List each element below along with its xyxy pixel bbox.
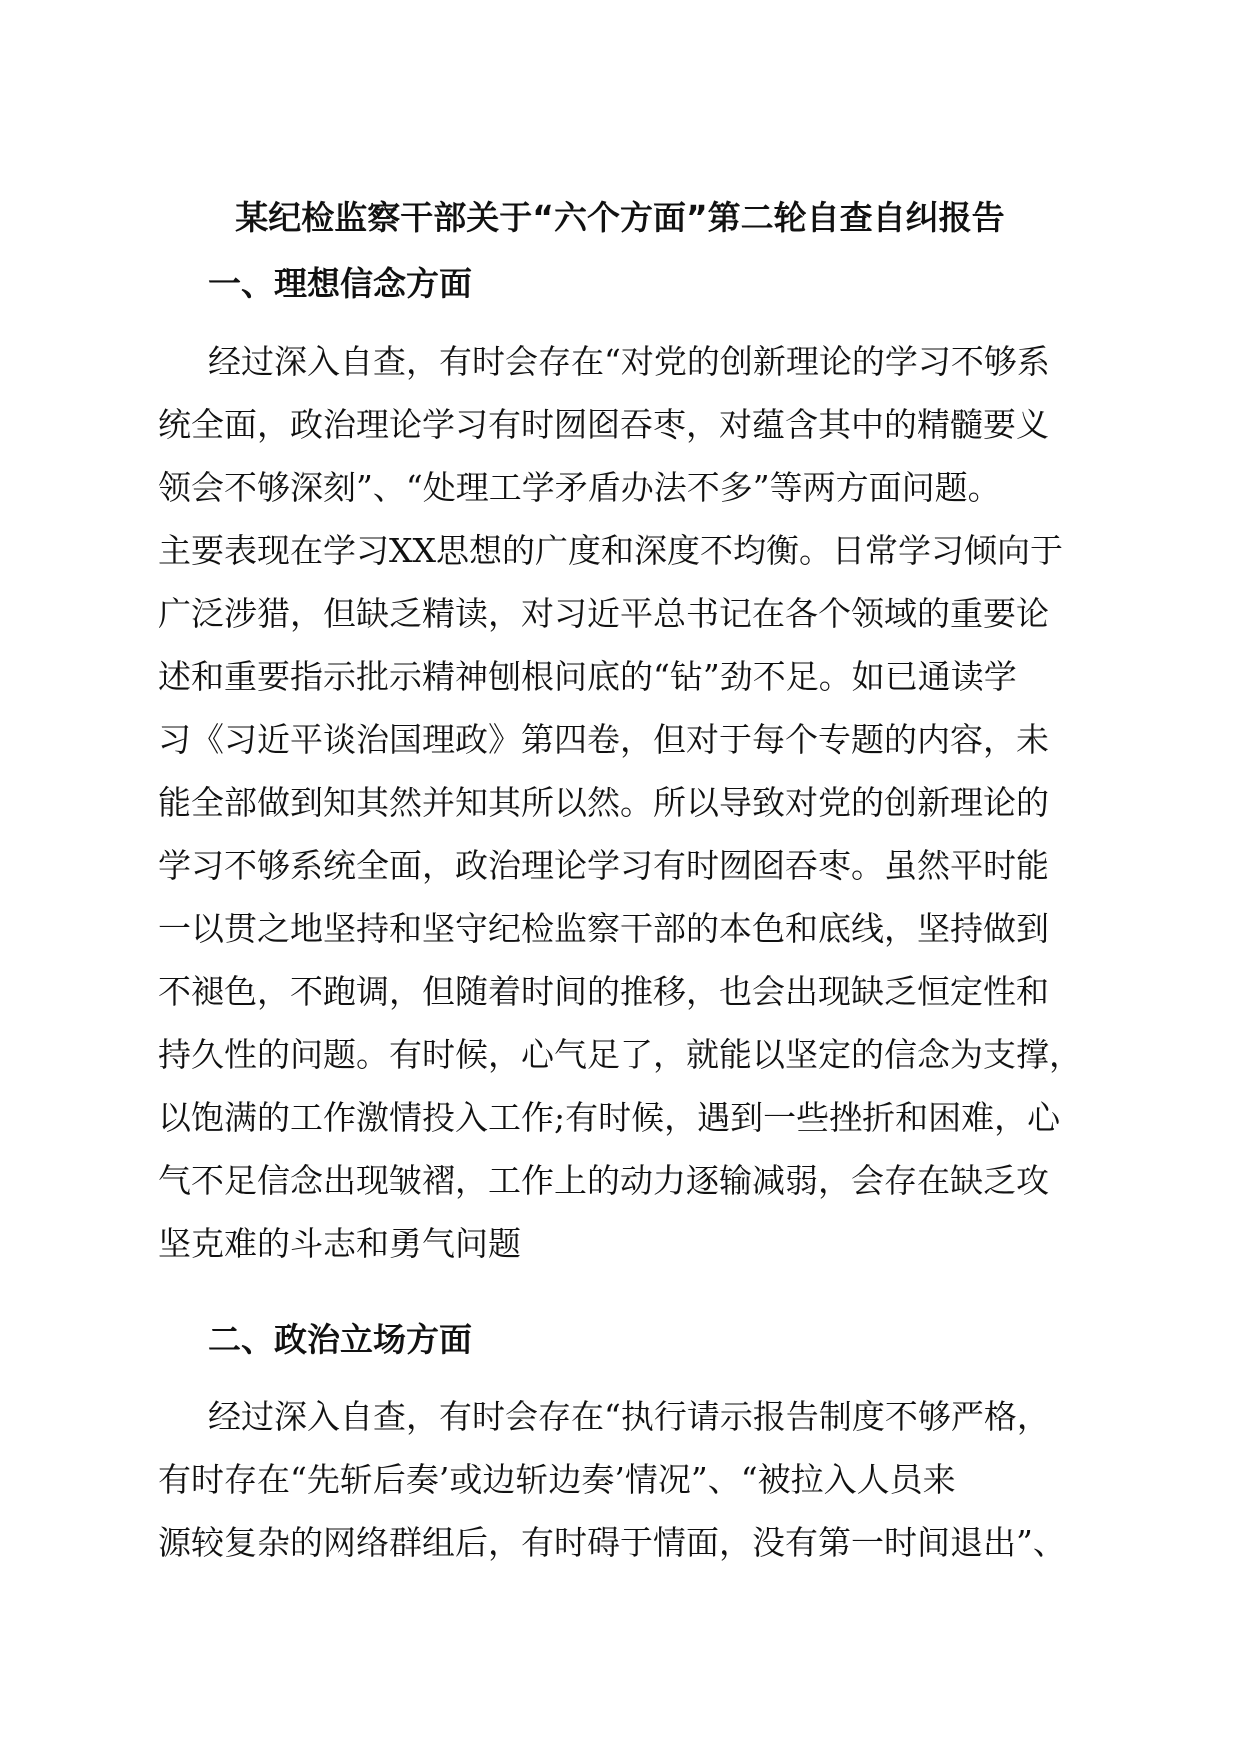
paragraph-line: 有时存在“先斩后奏’或边斩边奏’情况”、“被拉入人员来 (158, 1460, 956, 1499)
paragraph-line: 能全部做到知其然并知其所以然。所以导致对党的创新理论的 (158, 783, 1049, 822)
section-heading-political-stance: 二、政治立场方面 (208, 1320, 472, 1359)
paragraph-line: 学习不够系统全面，政治理论学习有时囫囵吞枣。虽然平时能 (158, 846, 1049, 885)
paragraph-line: 主要表现在学习XX思想的广度和深度不均衡。日常学习倾向于 (158, 531, 1063, 570)
paragraph-line: 不褪色，不跑调，但随着时间的推移，也会出现缺乏恒定性和 (158, 972, 1049, 1011)
document-title: 某纪检监察干部关于“六个方面”第二轮自查自纠报告 (235, 198, 1005, 237)
paragraph-line: 源较复杂的网络群组后，有时碍于情面，没有第一时间退出”、 (158, 1523, 1066, 1562)
paragraph-line: 持久性的问题。有时候，心气足了，就能以坚定的信念为支撑， (158, 1035, 1082, 1074)
paragraph-line: 领会不够深刻”、“处理工学矛盾办法不多”等两方面问题。 (158, 468, 1001, 507)
paragraph-line: 经过深入自查，有时会存在“对党的创新理论的学习不够系 (208, 342, 1050, 381)
paragraph-line: 坚克难的斗志和勇气问题 (158, 1224, 521, 1263)
paragraph-line: 经过深入自查，有时会存在“执行请示报告制度不够严格， (208, 1397, 1050, 1436)
paragraph-line: 述和重要指示批示精神刨根问底的“钻”劲不足。如已通读学 (158, 657, 1017, 696)
section-heading-ideals: 一、理想信念方面 (208, 264, 472, 303)
paragraph-line: 以饱满的工作激情投入工作;有时候，遇到一些挫折和困难，心 (158, 1098, 1061, 1137)
paragraph-line: 习《习近平谈治国理政》第四卷，但对于每个专题的内容，未 (158, 720, 1049, 759)
paragraph-line: 统全面，政治理论学习有时囫囵吞枣，对蕴含其中的精髓要义 (158, 405, 1049, 444)
paragraph-line: 一以贯之地坚持和坚守纪检监察干部的本色和底线，坚持做到 (158, 909, 1049, 948)
paragraph-line: 广泛涉猎，但缺乏精读，对习近平总书记在各个领域的重要论 (158, 594, 1049, 633)
paragraph-line: 气不足信念出现皱褶，工作上的动力逐输减弱，会存在缺乏攻 (158, 1161, 1049, 1200)
